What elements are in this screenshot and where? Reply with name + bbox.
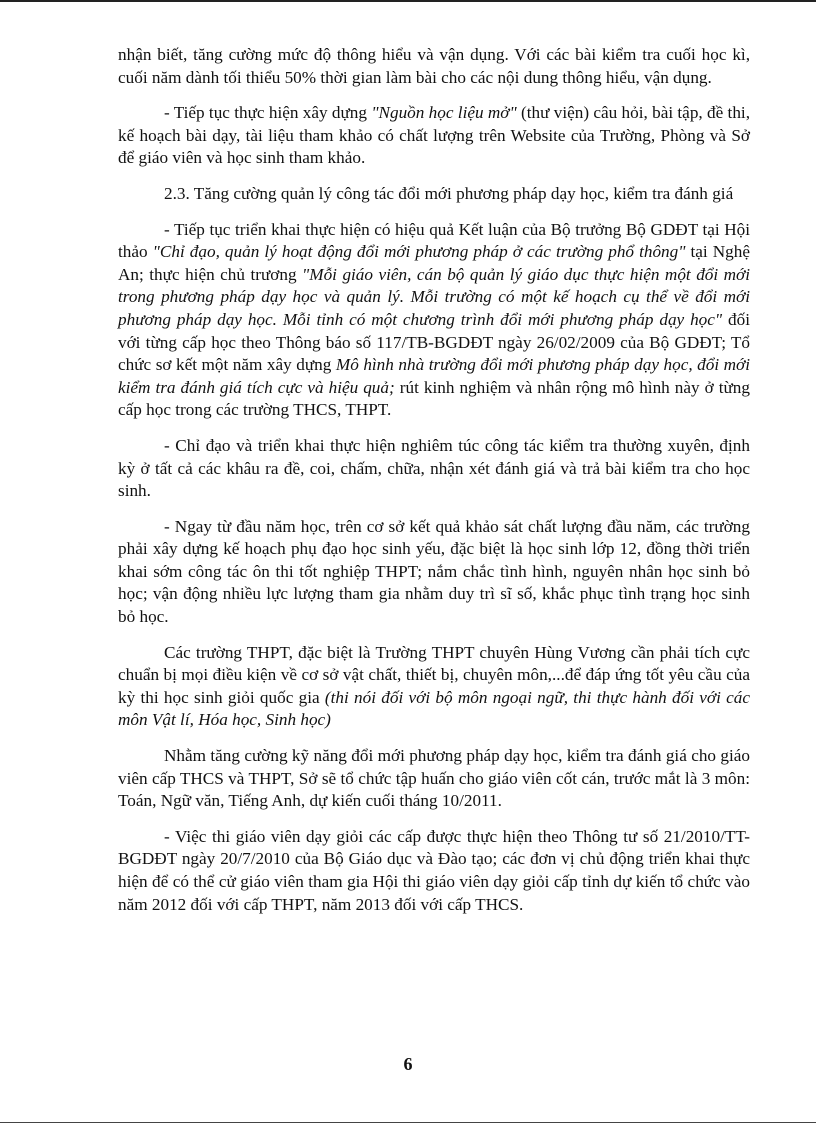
text-run: - Ngay từ đầu năm học, trên cơ sở kết quả khảo sát chất lượng đầu năm, các trường phải xây dựng kế hoạch phụ đạo học sinh yếu, đặc biệt là học sinh lớp 12, đồng thời triển khai sớm công tác ôn thi tốt nghiệp THPT; nắm chắc tình hình, nguyên nhân học sinh bỏ học; vận động nhiều lực lượng tham gia nhằm duy trì sĩ số, khắc phục tình trạng học sinh bỏ học.	[118, 516, 750, 627]
text-run: - Việc thi giáo viên dạy giỏi các cấp được thực hiện theo Thông tư số 21/2010/TT-BGDĐT ngày 20/7/2010 của Bộ Giáo dục và Đào tạo; các đơn vị chủ động triển khai thực hiện để có thể cử giáo viên tham gia Hội thi giáo viên dạy giỏi cấp tỉnh dự kiến tổ chức vào năm 2012 đối với cấp THPT, năm 2013 đối với cấp THCS.	[118, 826, 750, 914]
text-run: - Tiếp tục thực hiện xây dựng	[164, 103, 372, 123]
text-run: Các trường THPT, đặc biệt là Trường THPT chuyên Hùng Vương cần phải tích cực chuẩn bị mọi điều kiện về cơ sở vật chất, thiết bị, chuyên môn,...để đáp ứng tốt yêu cầu của kỳ thi học sinh giỏi quốc gia	[118, 642, 750, 707]
italic-text-run: "Nguồn học liệu mở"	[371, 103, 517, 123]
page-number: 6	[403, 1054, 413, 1074]
text-run: (thư viện) câu hỏi, bài tập, đề thi, kế hoạch bài dạy, tài liệu tham khảo có chất lượng trên Website của Trường, Phòng và Sở để giáo viên và học sinh tham khảo.	[118, 103, 750, 168]
text-run: - Chỉ đạo và triển khai thực hiện nghiêm túc công tác kiểm tra thường xuyên, định kỳ ở tất cả các khâu ra đề, coi, chấm, chữa, nhận xét đánh giá và trả bài kiểm tra cho học sinh.	[118, 435, 750, 501]
italic-text-run: (thi nói đối với bộ môn ngoại ngữ, thi thực hành đối với các môn Vật lí, Hóa học, Sinh học)	[118, 687, 750, 730]
text-run: Nhằm tăng cường kỹ năng đổi mới phương pháp dạy học, kiểm tra đánh giá cho giáo viên cấp THCS và THPT, Sở sẽ tổ chức tập huấn cho giáo viên cốt cán, trước mắt là 3 môn: Toán, Ngữ văn, Tiếng Anh, dự kiến cuối tháng 10/2011.	[118, 746, 750, 811]
paragraph-1	[118, 44, 750, 89]
paragraph-2	[118, 102, 750, 170]
text-run: đối với từng cấp học theo Thông báo số 117/TB-BGDĐT ngày 26/02/2009 của Bộ GDĐT; Tổ chức sơ kết một năm xây dựng	[118, 309, 750, 375]
text-run: tại Nghệ An; thực hiện chủ trương	[118, 242, 750, 284]
text-run: rút kinh nghiệm và nhân rộng mô hình này ở từng cấp học trong các trường THCS, THPT.	[118, 377, 750, 420]
paragraph-4	[118, 219, 750, 422]
paragraph-5	[118, 435, 750, 503]
italic-text-run: "Mỗi giáo viên, cán bộ quản lý giáo dục thực hiện một đổi mới trong phương pháp dạy học và quản lý. Mỗi trường có một kế hoạch cụ thể về đổi mới phương pháp dạy học. Mỗi tỉnh có một chương trình đổi mới phương pháp dạy học"	[118, 264, 751, 329]
section-heading-2-3	[118, 183, 750, 206]
paragraph-7	[118, 642, 750, 732]
text-run: - Tiếp tục triển khai thực hiện có hiệu quả Kết luận của Bộ trưởng Bộ GDĐT tại Hội thảo	[118, 219, 750, 262]
top-border-line	[0, 0, 816, 2]
italic-text-run: Mô hình nhà trường đổi mới phương pháp dạy học, đổi mới kiểm tra đánh giá tích cực và hiệu quả;	[118, 355, 750, 397]
italic-text-run: "Chỉ đạo, quản lý hoạt động đổi mới phương pháp ở các trường phổ thông"	[152, 242, 686, 262]
paragraph-6	[118, 516, 750, 629]
text-run: 2.3. Tăng cường quản lý công tác đổi mới phương pháp dạy học, kiểm tra đánh giá	[164, 183, 734, 203]
document-body	[118, 44, 750, 929]
paragraph-8	[118, 745, 750, 813]
paragraph-9	[118, 826, 750, 916]
text-run: nhận biết, tăng cường mức độ thông hiểu và vận dụng. Với các bài kiểm tra cuối học kì, cuối năm dành tối thiểu 50% thời gian làm bài cho các nội dung thông hiểu, vận dụng.	[118, 45, 750, 87]
